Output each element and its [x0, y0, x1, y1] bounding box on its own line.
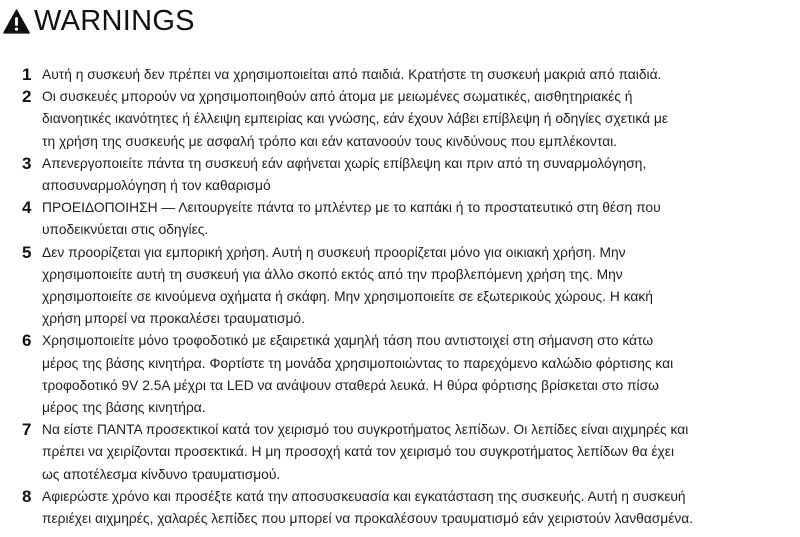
item-number: 5: [22, 242, 32, 262]
item-text: [42, 242, 792, 331]
warning-item-2: [22, 86, 792, 153]
item-text: [42, 197, 792, 241]
text-line: Αυτή η συσκευή δεν πρέπει να χρησιμοποιείται από παιδιά. Κρατήστε τη συσκευή μακριά από παιδιά.: [42, 67, 662, 82]
warning-item-7: [22, 419, 792, 486]
item-text: [42, 419, 792, 486]
text-line: χρήση μπορεί να προκαλέσει τραυματισμό.: [42, 311, 305, 327]
item-number: 8: [22, 486, 32, 506]
text-line: μέρος της βάσης κινητήρα.: [42, 400, 206, 416]
item-text: [42, 64, 792, 86]
text-line: Να είστε ΠΑΝΤΑ προσεκτικοί κατά τον χειρισμό του συγκροτήματος λεπίδων. Οι λεπίδες είναι αιχμηρές και: [42, 422, 689, 438]
warnings-heading: [3, 6, 195, 36]
item-number: 2: [22, 87, 32, 107]
item-text: [42, 86, 792, 153]
text-line: Απενεργοποιείτε πάντα τη συσκευή εάν αφήνεται χωρίς επίβλεψη και πριν από τη συναρμολόγηση,: [42, 155, 647, 171]
warning-item-4: [22, 197, 792, 241]
warning-item-3: [22, 153, 792, 197]
text-line: χρησιμοποιείτε αυτή τη συσκευή για άλλο σκοπό εκτός από την προβλεπόμενη χρήση της. Μην: [42, 266, 623, 282]
item-number: 4: [22, 198, 32, 218]
item-number: 7: [22, 420, 32, 440]
warnings-list: [22, 64, 792, 530]
warning-item-8: [22, 486, 792, 530]
text-line: πρέπει να χειρίζονται προσεκτικά. Η μη προσοχή κατά τον χειρισμό του συγκροτήματος λεπίδων θα έχει: [42, 444, 675, 460]
text-line: τροφοδοτικό 9V 2.5A μέχρι τα LED να ανάψουν σταθερά λευκά. Η θύρα φόρτισης βρίσκεται στο πίσω: [42, 377, 659, 393]
item-text: [42, 486, 792, 530]
warning-item-5: [22, 242, 792, 331]
text-line: Δεν προορίζεται για εμπορική χρήση. Αυτή η συσκευή προορίζεται μόνο για οικιακή χρήση. Μην: [42, 244, 626, 260]
text-line: Οι συσκευές μπορούν να χρησιμοποιηθούν από άτομα με μειωμένες σωματικές, αισθητηριακές ή: [42, 89, 633, 105]
text-line: μέρος της βάσης κινητήρα. Φορτίστε τη μονάδα χρησιμοποιώντας το παρεχόμενο καλώδιο φόρτισης και: [42, 355, 674, 371]
text-line: υποδεικνύεται στις οδηγίες.: [42, 222, 209, 238]
warning-triangle-icon: [3, 9, 30, 34]
warning-item-1: [22, 64, 792, 86]
text-line: τη χρήση της συσκευής με ασφαλή τρόπο και εάν κατανοούν τους κινδύνους που εμπλέκονται.: [42, 133, 618, 149]
item-number: 1: [22, 65, 32, 84]
text-line: περιέχει αιχμηρές, χαλαρές λεπίδες που μπορεί να προκαλέσουν τραυματισμό εάν χειριστούν λανθασμένα.: [42, 511, 694, 527]
item-text: [42, 330, 792, 419]
text-line: Χρησιμοποιείτε μόνο τροφοδοτικό με εξαιρετικά χαμηλή τάση που αντιστοιχεί στη σήμανση στο κάτω: [42, 333, 654, 349]
item-number: 6: [22, 331, 32, 351]
page-title: WARNINGS: [34, 5, 195, 37]
warning-item-6: [22, 330, 792, 419]
text-line: αποσυναρμολόγηση ή τον καθαρισμό: [42, 178, 271, 194]
text-line: χρησιμοποιείτε σε κινούμενα οχήματα ή σκάφη. Μην χρησιμοποιείτε σε εξωτερικούς χώρους. Η κακή: [42, 289, 653, 305]
text-line: ως αποτέλεσμα κίνδυνο τραυματισμού.: [42, 466, 281, 482]
item-text: [42, 153, 792, 197]
text-line: ΠΡΟΕΙΔΟΠΟΙΗΣΗ — Λειτουργείτε πάντα το μπλέντερ με το καπάκι ή το προστατευτικό στη θέση που: [42, 200, 661, 216]
text-line: Αφιερώστε χρόνο και προσέξτε κατά την αποσυσκευασία και εγκατάσταση της συσκευής. Αυτή η συσκευή: [42, 488, 686, 504]
item-number: 3: [22, 153, 32, 173]
text-line: διανοητικές ικανότητες ή έλλειψη εμπειρίας και γνώσης, εάν έχουν λάβει επίβλεψη ή οδηγίες σχετικά με: [42, 111, 668, 127]
